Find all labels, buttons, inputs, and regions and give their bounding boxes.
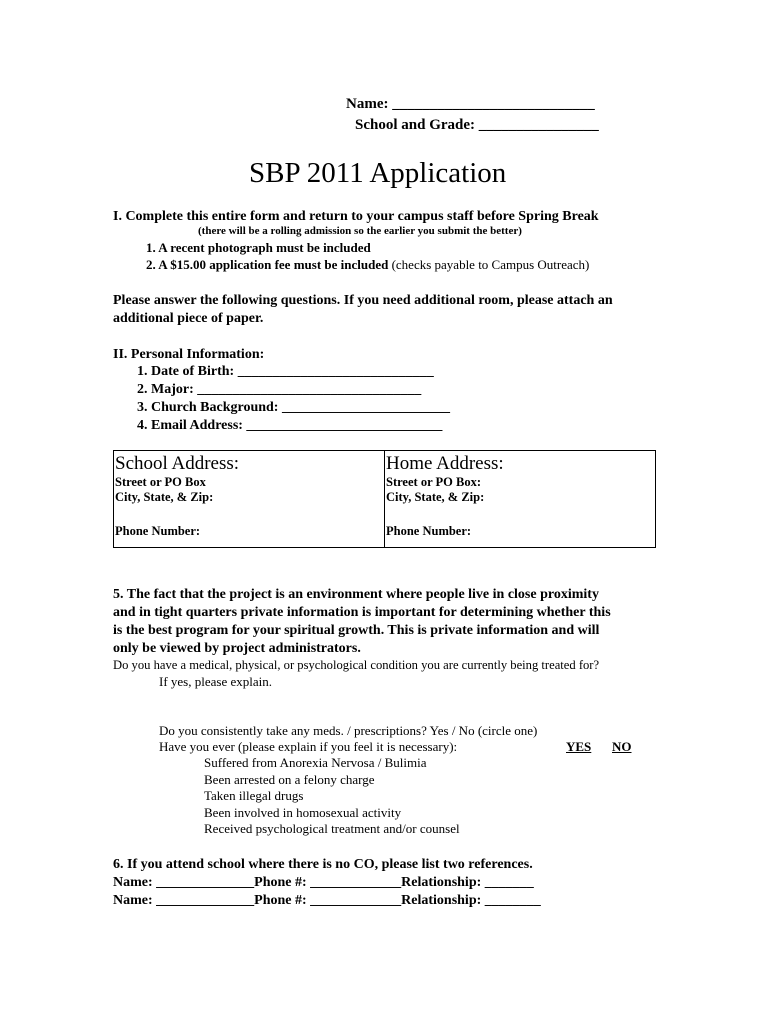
- history-item-activity: Been involved in homosexual activity: [204, 805, 402, 820]
- column-no-header: NO: [612, 739, 632, 754]
- school-address-heading: School Address:: [115, 453, 240, 474]
- school-street-label: Street or PO Box: [115, 475, 206, 489]
- field-major: 2. Major: ________________________________: [137, 382, 422, 397]
- reference-line-1: Name: ______________Phone #: _____________Relationship: _______: [113, 875, 534, 890]
- section5-heading-line-2: and in tight quarters private information is important for determining whether this: [113, 605, 611, 620]
- question-medications: Do you consistently take any meds. / prescriptions? Yes / No (circle one): [159, 723, 538, 738]
- page-title: SBP 2011 Application: [249, 157, 507, 189]
- section6-heading: 6. If you attend school where there is no CO, please list two references.: [113, 857, 533, 872]
- section5-heading-line-3: is the best program for your spiritual growth. This is private information and will: [113, 623, 600, 638]
- instructions-line-2: additional piece of paper.: [113, 311, 264, 326]
- section5-heading-line-1: 5. The fact that the project is an environment where people live in close proximity: [113, 587, 599, 602]
- question-medical-explain: If yes, please explain.: [159, 674, 272, 689]
- home-street-label: Street or PO Box:: [386, 475, 482, 489]
- field-church-background: 3. Church Background: ________________________: [137, 400, 450, 415]
- history-item-felony: Been arrested on a felony charge: [204, 772, 375, 787]
- history-item-eating-disorder: Suffered from Anorexia Nervosa / Bulimia: [204, 755, 427, 770]
- section1-note: (there will be a rolling admission so the earlier you submit the better): [198, 225, 522, 237]
- home-address-heading: Home Address:: [386, 453, 504, 474]
- school-city-label: City, State, & Zip:: [115, 490, 214, 504]
- section1-item-2-bold: 2. A $15.00 application fee must be included: [146, 257, 389, 272]
- home-phone-label: Phone Number:: [386, 524, 472, 538]
- school-phone-label: Phone Number:: [115, 524, 201, 538]
- instructions-line-1: Please answer the following questions. If you need additional room, please attach an: [113, 293, 613, 308]
- section2-heading: II. Personal Information:: [113, 347, 265, 362]
- name-field-label: Name: ___________________________: [346, 96, 595, 112]
- section1-item-1: 1. A recent photograph must be included: [146, 240, 371, 255]
- section1-item-2: [146, 257, 589, 273]
- column-yes-header: YES: [566, 739, 592, 754]
- section1-item-2-normal: (checks payable to Campus Outreach): [388, 257, 590, 272]
- home-address-cell: [386, 453, 654, 539]
- section5-heading-line-4: only be viewed by project administrators.: [113, 641, 361, 656]
- school-grade-field-label: School and Grade: ________________: [355, 117, 599, 133]
- question-medical-condition: Do you have a medical, physical, or psychological condition you are currently being treated for?: [113, 658, 600, 672]
- question-have-you-ever: Have you ever (please explain if you feel it is necessary):: [159, 739, 458, 754]
- field-email-address: 4. Email Address: ____________________________: [137, 418, 443, 433]
- field-date-of-birth: 1. Date of Birth: ____________________________: [137, 364, 434, 379]
- history-item-drugs: Taken illegal drugs: [204, 788, 304, 803]
- history-item-psych-treatment: Received psychological treatment and/or counsel: [204, 821, 460, 836]
- address-table: [113, 450, 656, 548]
- section1-heading: I. Complete this entire form and return to your campus staff before Spring Break: [113, 209, 599, 224]
- address-divider: [384, 451, 385, 547]
- reference-line-2: Name: ______________Phone #: _____________Relationship: ________: [113, 893, 541, 908]
- school-address-cell: [115, 453, 383, 539]
- home-city-label: City, State, & Zip:: [386, 490, 485, 504]
